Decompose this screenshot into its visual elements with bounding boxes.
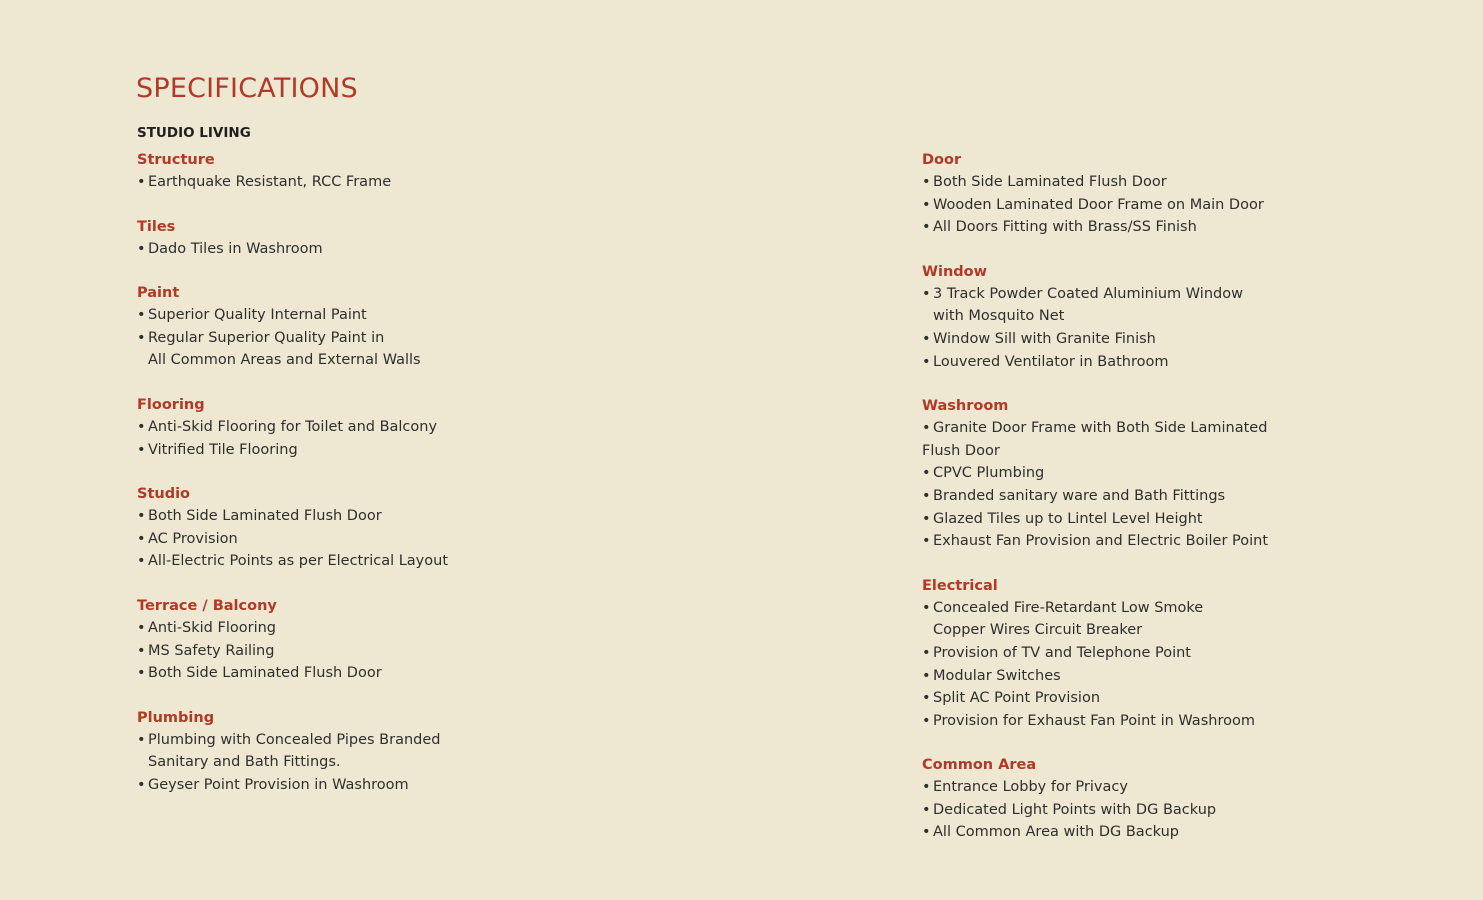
bullet-icon: • [922, 801, 931, 818]
spec-item-text: Modular Switches [933, 667, 1061, 684]
spec-item [137, 505, 837, 528]
section-heading: Studio [137, 486, 191, 503]
section-heading: Door [922, 152, 962, 168]
spec-list [922, 283, 1462, 373]
spec-item-text: Entrance Lobby for Privacy [933, 779, 1128, 796]
spec-item [922, 710, 1462, 733]
spec-section-studio [137, 483, 837, 573]
section-heading: Structure [137, 152, 215, 168]
bullet-icon: • [137, 307, 146, 324]
bullet-icon: • [922, 420, 931, 437]
section-heading: Plumbing [137, 709, 215, 726]
bullet-icon: • [137, 418, 146, 435]
spec-item-text: Anti-Skid Flooring [148, 619, 276, 636]
spec-item-text: Wooden Laminated Door Frame on Main Door [933, 196, 1264, 213]
spec-item-text: Split AC Point Provision [933, 690, 1101, 707]
spec-item-text: Concealed Fire-Retardant Low Smoke [933, 599, 1204, 616]
spec-item-text-continued: All Common Areas and External Walls [148, 352, 421, 369]
spec-item [137, 238, 837, 261]
spec-section-window [922, 261, 1462, 373]
bullet-icon: • [137, 642, 146, 659]
spec-item-text: 3 Track Powder Coated Aluminium Window [933, 285, 1243, 302]
section-heading: Window [922, 263, 988, 280]
spec-item [137, 528, 837, 551]
spec-item-text: All-Electric Points as per Electrical Layout [148, 553, 449, 570]
spec-item [922, 687, 1462, 710]
bullet-icon: • [137, 553, 146, 570]
spec-item [137, 729, 837, 774]
bullet-icon: • [137, 508, 146, 525]
spec-item [137, 304, 837, 327]
spec-item [137, 617, 837, 640]
right-column [922, 149, 1462, 866]
left-column [137, 149, 837, 819]
spec-section-terrace-balcony [137, 595, 837, 685]
spec-item-text: Glazed Tiles up to Lintel Level Height [933, 510, 1203, 527]
spec-item [137, 416, 837, 439]
spec-list [922, 171, 1462, 239]
spec-item [137, 774, 837, 797]
spec-list [137, 617, 837, 685]
spec-item-text: CPVC Plumbing [933, 465, 1045, 482]
spec-item-text: MS Safety Railing [148, 642, 275, 659]
spec-item [137, 550, 837, 573]
spec-item-text: All Common Area with DG Backup [933, 824, 1180, 841]
bullet-icon: • [922, 196, 931, 213]
bullet-icon: • [922, 510, 931, 527]
section-heading: Washroom [922, 398, 1009, 415]
spec-section-flooring [137, 394, 837, 461]
spec-item-text: Geyser Point Provision in Washroom [148, 776, 409, 793]
spec-item [922, 485, 1462, 508]
spec-item [922, 194, 1462, 217]
spec-section-common-area [922, 754, 1462, 844]
page-title: SPECIFICATIONS [136, 73, 358, 104]
spec-item-text: Both Side Laminated Flush Door [148, 508, 382, 525]
spec-item [922, 171, 1462, 194]
spec-item [137, 662, 837, 685]
spec-section-structure [137, 149, 837, 194]
bullet-icon: • [922, 644, 931, 661]
bullet-icon: • [137, 329, 146, 346]
spec-item [922, 351, 1462, 374]
bullet-icon: • [922, 330, 931, 347]
spec-item [922, 417, 1462, 462]
spec-list [922, 417, 1462, 553]
spec-item-text: Dado Tiles in Washroom [148, 240, 323, 257]
spec-section-washroom [922, 395, 1462, 553]
spec-list [922, 597, 1462, 733]
spec-item [922, 462, 1462, 485]
spec-item-text: Exhaust Fan Provision and Electric Boiler Point [933, 533, 1269, 550]
spec-item-text-continued: Flush Door [922, 442, 1000, 459]
spec-item-text: Both Side Laminated Flush Door [933, 174, 1167, 190]
bullet-icon: • [137, 776, 146, 793]
spec-item [922, 597, 1462, 642]
spec-list [137, 729, 837, 797]
section-heading: Common Area [922, 757, 1037, 774]
bullet-icon: • [922, 690, 931, 707]
spec-item-text-continued: Copper Wires Circuit Breaker [933, 622, 1143, 639]
spec-item [922, 216, 1462, 239]
spec-item-text: Louvered Ventilator in Bathroom [933, 353, 1169, 370]
spec-item-text: Plumbing with Concealed Pipes Branded [148, 731, 441, 748]
bullet-icon: • [137, 441, 146, 458]
bullet-icon: • [922, 174, 931, 190]
spec-item [137, 327, 837, 372]
spec-item-text: All Doors Fitting with Brass/SS Finish [933, 219, 1197, 236]
spec-item-text: Vitrified Tile Flooring [148, 441, 298, 458]
bullet-icon: • [922, 219, 931, 236]
spec-item [922, 821, 1462, 844]
spec-item-text: Window Sill with Granite Finish [933, 330, 1156, 347]
spec-section-door [922, 149, 1462, 239]
spec-item [922, 665, 1462, 688]
bullet-icon: • [922, 533, 931, 550]
spec-item [137, 640, 837, 663]
bullet-icon: • [922, 779, 931, 796]
bullet-icon: • [922, 487, 931, 504]
spec-list [137, 505, 837, 573]
section-heading: Electrical [922, 577, 998, 594]
spec-item-text: Branded sanitary ware and Bath Fittings [933, 487, 1226, 504]
spec-item-text: Superior Quality Internal Paint [148, 307, 367, 324]
section-heading: Terrace / Balcony [137, 597, 277, 614]
bullet-icon: • [922, 353, 931, 370]
spec-item-text: Provision for Exhaust Fan Point in Washroom [933, 712, 1255, 729]
page-subtitle: STUDIO LIVING [137, 125, 251, 141]
bullet-icon: • [137, 174, 146, 190]
spec-item [137, 439, 837, 462]
bullet-icon: • [922, 465, 931, 482]
spec-item [922, 799, 1462, 822]
spec-item [922, 508, 1462, 531]
spec-item [922, 776, 1462, 799]
bullet-icon: • [922, 599, 931, 616]
spec-item [137, 171, 837, 194]
bullet-icon: • [137, 240, 146, 257]
spec-list [137, 304, 837, 372]
spec-item-text: Both Side Laminated Flush Door [148, 665, 382, 682]
spec-list [922, 776, 1462, 844]
section-heading: Tiles [137, 218, 176, 235]
spec-section-paint [137, 282, 837, 372]
spec-item-text: Earthquake Resistant, RCC Frame [148, 174, 392, 190]
spec-item [922, 283, 1462, 328]
spec-item-text: Granite Door Frame with Both Side Laminated [933, 420, 1268, 437]
bullet-icon: • [922, 824, 931, 841]
spec-list [137, 238, 837, 261]
bullet-icon: • [137, 619, 146, 636]
bullet-icon: • [922, 285, 931, 302]
spec-section-electrical [922, 575, 1462, 733]
spec-item-text: Anti-Skid Flooring for Toilet and Balcony [148, 418, 438, 435]
spec-item [922, 530, 1462, 553]
bullet-icon: • [137, 665, 146, 682]
bullet-icon: • [137, 530, 146, 547]
section-heading: Flooring [137, 396, 205, 413]
bullet-icon: • [922, 712, 931, 729]
spec-item-text: AC Provision [148, 530, 238, 547]
spec-item-text: Dedicated Light Points with DG Backup [933, 801, 1217, 818]
spec-list [137, 171, 837, 194]
spec-item [922, 328, 1462, 351]
bullet-icon: • [922, 667, 931, 684]
spec-list [137, 416, 837, 461]
spec-item-text-continued: with Mosquito Net [933, 308, 1065, 325]
spec-section-tiles [137, 216, 837, 261]
bullet-icon: • [137, 731, 146, 748]
spec-item-text: Provision of TV and Telephone Point [933, 644, 1191, 661]
spec-item-text-continued: Sanitary and Bath Fittings. [148, 754, 341, 771]
section-heading: Paint [137, 285, 180, 302]
spec-section-plumbing [137, 707, 837, 797]
spec-item [922, 642, 1462, 665]
spec-item-text: Regular Superior Quality Paint in [148, 329, 385, 346]
